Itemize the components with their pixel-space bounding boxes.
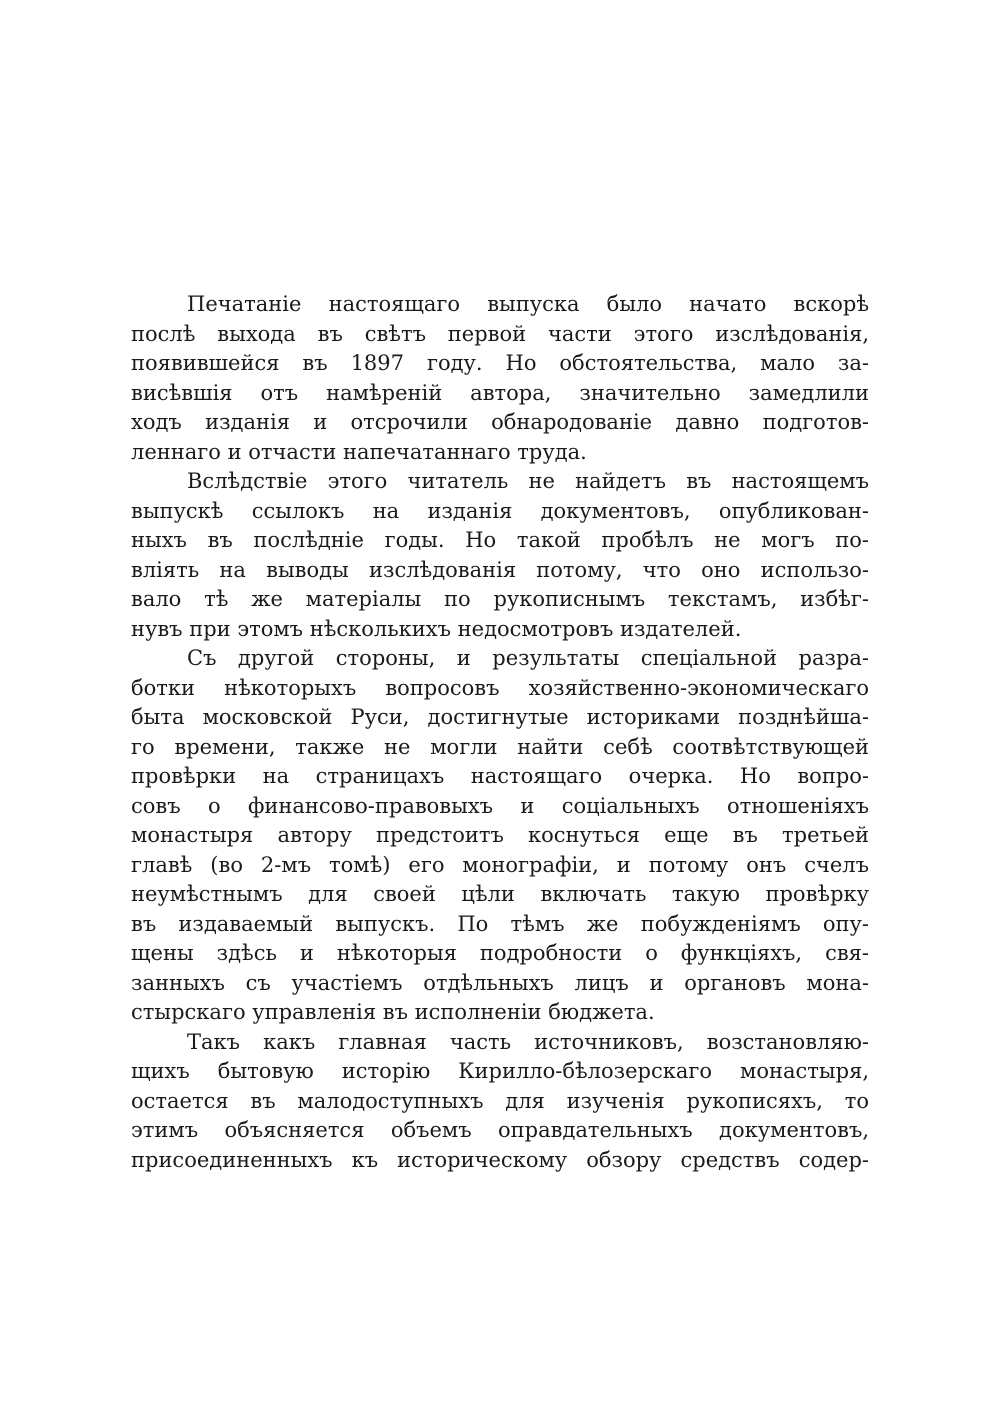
- paragraph-3-line-6: совъ о финансово-правовыхъ и соціальныхъ отношеніяхъ: [131, 793, 869, 818]
- paragraph-2-line-1: Вслѣдствіе этого читатель не найдетъ въ настоящемъ: [187, 469, 869, 493]
- paragraph-1-line-1: Печатаніе настоящаго выпуска было начато вскорѣ: [187, 292, 869, 316]
- paragraph-3-line-7: монастыря автору предстоитъ коснуться еще въ третьей: [131, 823, 869, 847]
- paragraph-1-line-2: послѣ выхода въ свѣтъ первой части этого изслѣдованія,: [131, 321, 869, 346]
- paragraph-4-line-2: щихъ бытовую исторію Кирилло-бѣлозерскаго монастыря,: [131, 1059, 869, 1083]
- paragraph-4-line-1: Такъ какъ главная часть источниковъ, возстановляю-: [187, 1029, 869, 1054]
- paragraph-3-line-13: стырскаго управленія въ исполненіи бюджета.: [131, 1000, 655, 1024]
- paragraph-1-line-5: ходъ изданія и отсрочили обнародованіе давно подготов-: [131, 410, 869, 434]
- paragraph-3-line-8: главѣ (во 2-мъ томѣ) его монографіи, и потому онъ счелъ: [131, 852, 869, 877]
- paragraph-3-line-1: Съ другой стороны, и результаты спеціальной разра-: [187, 646, 869, 670]
- paragraph-3-line-10: въ издаваемый выпускъ. По тѣмъ же побужденіямъ опу-: [131, 911, 869, 936]
- paragraph-2-line-5: вало тѣ же матеріалы по рукописнымъ текстамъ, избѣг-: [131, 587, 869, 611]
- paragraph-1-line-4: висѣвшія отъ намѣреній автора, значительно замедлили: [131, 380, 869, 405]
- paragraph-2-line-2: выпускѣ ссылокъ на изданія документовъ, опубликован-: [131, 498, 869, 523]
- paragraph-4-line-5: присоединенныхъ къ историческому обзору средствъ содер-: [131, 1147, 869, 1172]
- paragraph-3-line-2: ботки нѣкоторыхъ вопросовъ хозяйственно-экономическаго: [131, 675, 869, 700]
- paragraph-3-line-5: провѣрки на страницахъ настоящаго очерка. Но вопро-: [131, 764, 869, 788]
- preface-text: [131, 290, 869, 1175]
- paragraph-3-line-12: занныхъ съ участіемъ отдѣльныхъ лицъ и органовъ мона-: [131, 970, 869, 995]
- paragraph-2-line-6: нувъ при этомъ нѣсколькихъ недосмотровъ издателей.: [131, 616, 742, 641]
- paragraph-1-line-6: леннаго и отчасти напечатаннаго труда.: [131, 439, 587, 464]
- paragraph-3-line-11: щены здѣсь и нѣкоторыя подробности о функціяхъ, свя-: [131, 941, 869, 965]
- paragraph-2-line-3: ныхъ въ послѣдніе годы. Но такой пробѣлъ не могъ по-: [131, 528, 869, 552]
- paragraph-4-line-3: остается въ малодоступныхъ для изученія рукописяхъ, то: [131, 1088, 869, 1113]
- paragraph-1-line-3: появившейся въ 1897 году. Но обстоятельства, мало за-: [131, 351, 869, 375]
- paragraph-3-line-3: быта московской Руси, достигнутые историками позднѣйша-: [131, 705, 869, 729]
- paragraph-3-line-4: го времени, также не могли найти себѣ соотвѣтствующей: [131, 734, 869, 759]
- paragraph-4-line-4: этимъ объясняется объемъ оправдательныхъ документовъ,: [131, 1118, 869, 1142]
- paragraph-3-line-9: неумѣстнымъ для своей цѣли включать такую провѣрку: [131, 882, 869, 906]
- paragraph-2-line-4: вліять на выводы изслѣдованія потому, что оно использо-: [131, 557, 869, 582]
